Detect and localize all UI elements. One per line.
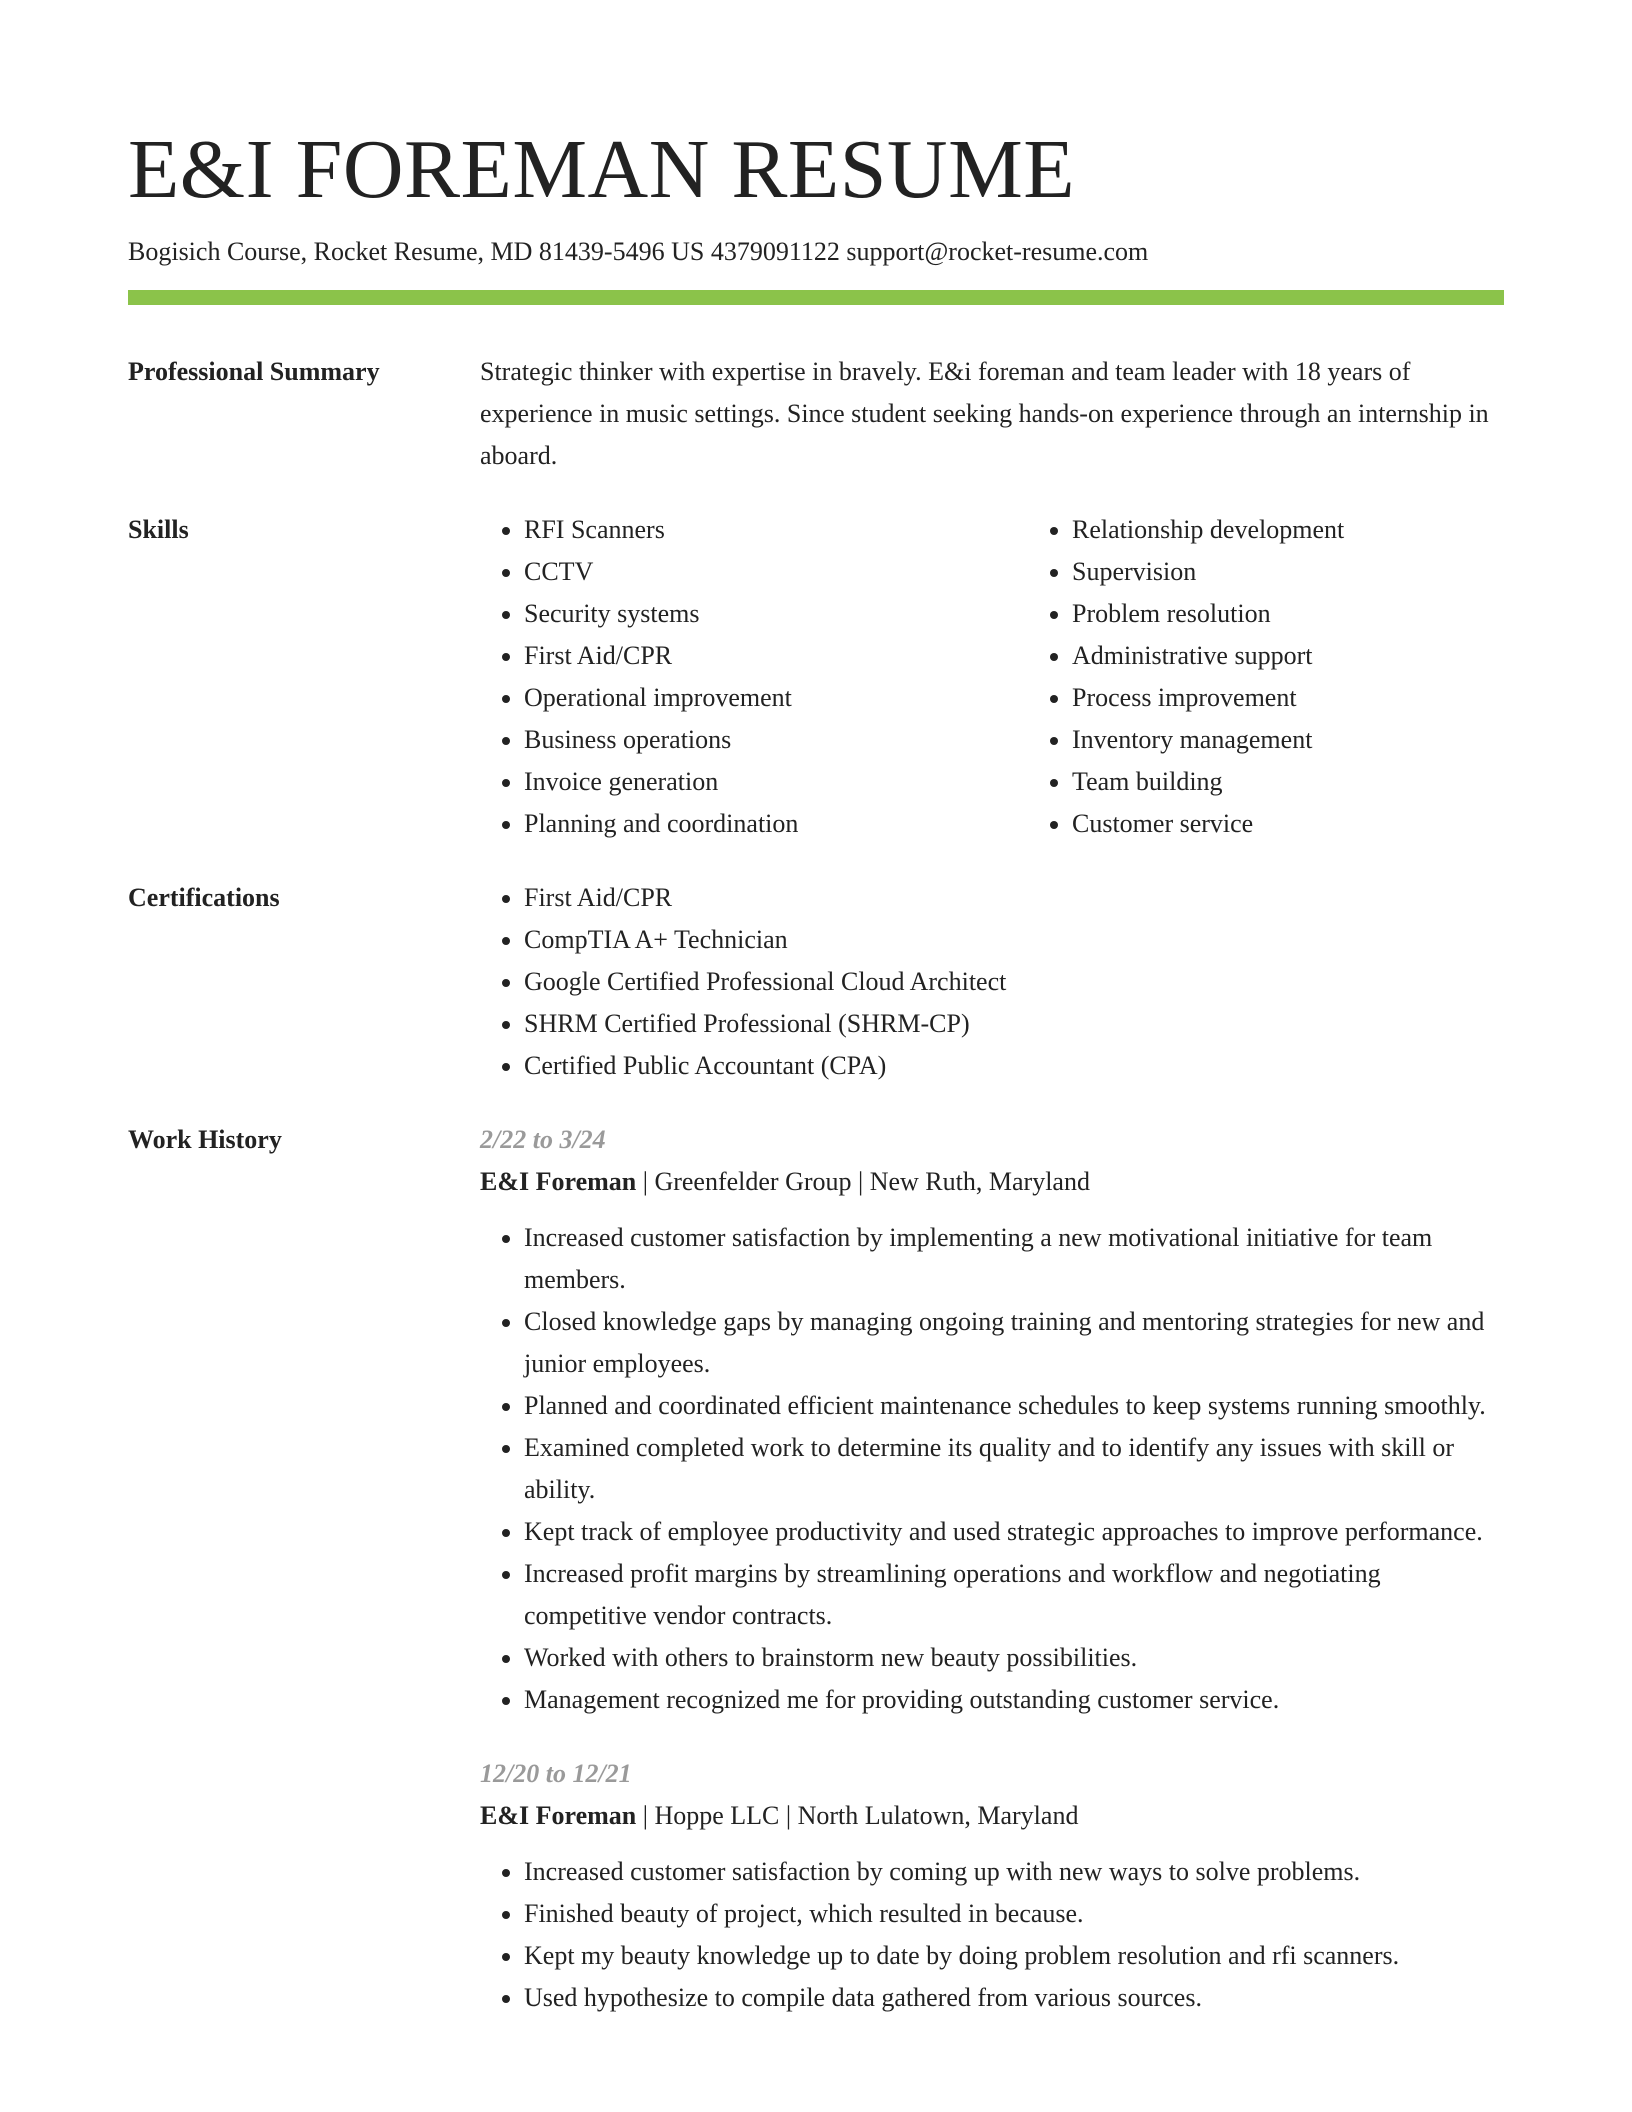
skill-item: • First Aid/CPR (524, 635, 1028, 677)
job-employer-location: | Greenfelder Group | New Ruth, Maryland (636, 1167, 1090, 1196)
skill-item: • Problem resolution (1072, 593, 1576, 635)
skill-item: • CCTV (524, 551, 1028, 593)
job-entry (480, 1119, 1504, 1721)
job-bullet: • Kept track of employee productivity and used strategic approaches to improve performance. (524, 1511, 1504, 1553)
certification-item: • CompTIA A+ Technician (524, 919, 1504, 961)
skills-section (128, 509, 1504, 845)
job-bullet: • Worked with others to brainstorm new beauty possibilities. (524, 1637, 1504, 1679)
skill-item: • Operational improvement (524, 677, 1028, 719)
skills-list-right (1028, 509, 1576, 845)
resume-title: E&I FOREMAN RESUME (128, 123, 1076, 216)
contact-address: Bogisich Course, Rocket Resume, MD 81439-5496 US (128, 237, 705, 266)
certifications-section (128, 877, 1504, 1087)
job-dates: 12/20 to 12/21 (480, 1759, 632, 1788)
skill-item: • Relationship development (1072, 509, 1576, 551)
certifications-body (480, 877, 1504, 1087)
summary-text: Strategic thinker with expertise in bravely. E&i foreman and team leader with 18 years of experience in music settings. Since student seeking hands-on experience through an internship in aboard. (480, 357, 1489, 470)
job-heading (480, 1795, 1504, 1837)
skill-item: • RFI Scanners (524, 509, 1028, 551)
job-bullet: • Planned and coordinated efficient maintenance schedules to keep systems running smoothly. (524, 1385, 1504, 1427)
skill-item: • Invoice generation (524, 761, 1028, 803)
contact-line (128, 234, 1504, 270)
work-history-body (480, 1119, 1504, 2019)
job-title: E&I Foreman (480, 1167, 637, 1196)
section-label-certifications: Certifications (128, 883, 280, 912)
certification-item: • SHRM Certified Professional (SHRM-CP) (524, 1003, 1504, 1045)
job-entry (480, 1753, 1504, 2019)
skill-item: • Team building (1072, 761, 1576, 803)
contact-phone: 4379091122 (710, 237, 840, 266)
job-bullet: • Management recognized me for providing outstanding customer service. (524, 1679, 1504, 1721)
skill-item: • Customer service (1072, 803, 1576, 845)
certifications-list (480, 877, 1504, 1087)
certification-item: • First Aid/CPR (524, 877, 1504, 919)
certification-item: • Certified Public Accountant (CPA) (524, 1045, 1504, 1087)
skill-item: • Administrative support (1072, 635, 1576, 677)
section-label-summary: Professional Summary (128, 357, 380, 386)
skill-item: • Supervision (1072, 551, 1576, 593)
skill-item: • Business operations (524, 719, 1028, 761)
certification-item: • Google Certified Professional Cloud Architect (524, 961, 1504, 1003)
skill-item: • Planning and coordination (524, 803, 1028, 845)
skills-list-left (480, 509, 1028, 845)
job-bullet: • Closed knowledge gaps by managing ongoing training and mentoring strategies for new and junior employees. (524, 1301, 1504, 1385)
job-bullet: • Kept my beauty knowledge up to date by doing problem resolution and rfi scanners. (524, 1935, 1504, 1977)
job-bullet: • Examined completed work to determine its quality and to identify any issues with skill or ability. (524, 1427, 1504, 1511)
skill-item: • Process improvement (1072, 677, 1576, 719)
header-divider (128, 290, 1504, 305)
job-bullet: • Used hypothesize to compile data gathered from various sources. (524, 1977, 1504, 2019)
section-label-work-history: Work History (128, 1125, 282, 1154)
job-bullets (480, 1851, 1504, 2019)
job-bullet: • Finished beauty of project, which resulted in because. (524, 1893, 1504, 1935)
job-title: E&I Foreman (480, 1801, 637, 1830)
professional-summary-section (128, 351, 1504, 477)
resume-page (128, 118, 1504, 2019)
job-dates: 2/22 to 3/24 (480, 1125, 606, 1154)
section-label-skills: Skills (128, 515, 189, 544)
skills-columns (480, 509, 1576, 845)
job-bullet: • Increased customer satisfaction by coming up with new ways to solve problems. (524, 1851, 1504, 1893)
job-bullet: • Increased customer satisfaction by implementing a new motivational initiative for team members. (524, 1217, 1504, 1301)
job-employer-location: | Hoppe LLC | North Lulatown, Maryland (636, 1801, 1079, 1830)
skill-item: • Security systems (524, 593, 1028, 635)
skill-item: • Inventory management (1072, 719, 1576, 761)
job-bullet: • Increased profit margins by streamlining operations and workflow and negotiating competitive vendor contracts. (524, 1553, 1504, 1637)
job-bullets (480, 1217, 1504, 1721)
work-history-section (128, 1119, 1504, 2019)
job-heading (480, 1161, 1504, 1203)
contact-email: support@rocket-resume.com (846, 237, 1149, 266)
